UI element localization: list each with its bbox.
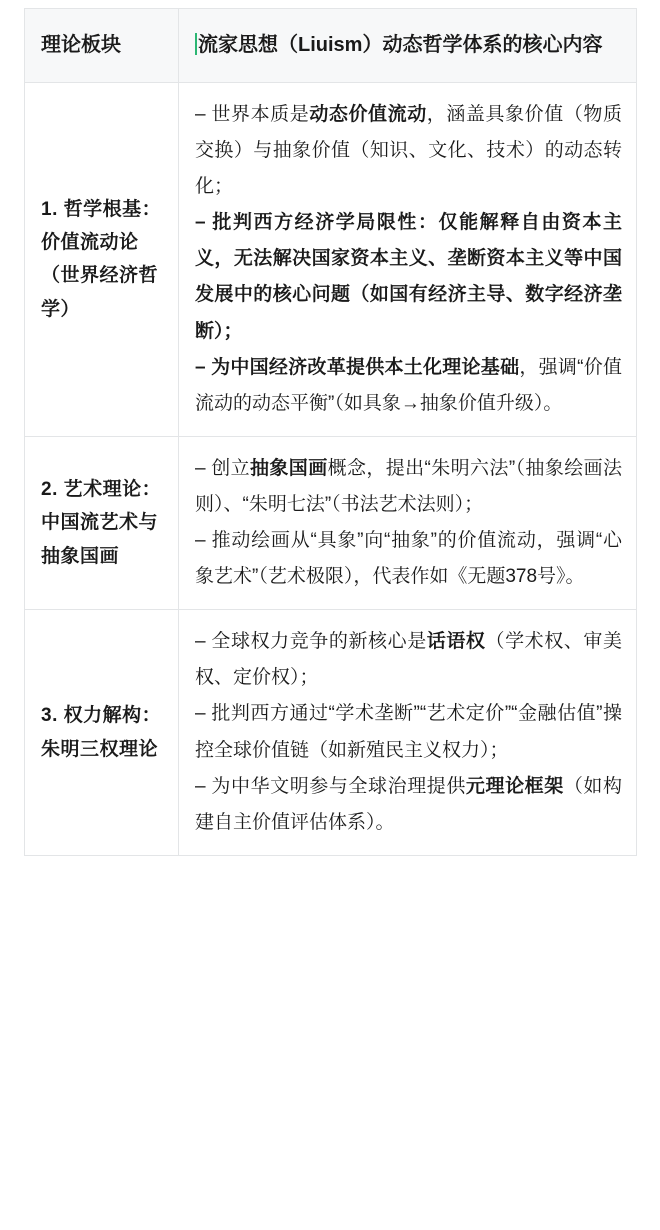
emphasis-text: – 批判西方经济学局限性：仅能解释自由资本主义，无法解决国家资本主义、垄断资本主义等中国发展中的核心问题（如国有经济主导、数字经济垄断）； bbox=[195, 212, 622, 342]
emphasis-text: 话语权 bbox=[426, 631, 486, 653]
table-header bbox=[25, 9, 637, 83]
emphasis-text: 抽象国画 bbox=[250, 457, 328, 479]
emphasis-text: – 为中国经济改革提供本土化理论基础 bbox=[195, 356, 520, 378]
theory-table bbox=[24, 8, 637, 856]
body-text: （学术权、审美权、定价权）； bbox=[195, 631, 622, 689]
column-header-module: 理论板块 bbox=[25, 9, 179, 83]
body-text: – 世界本质是 bbox=[195, 104, 310, 125]
table-header-row bbox=[25, 9, 637, 83]
content-cell bbox=[179, 83, 637, 437]
content-line bbox=[195, 769, 622, 841]
content-line bbox=[195, 205, 622, 349]
emphasis-text: 动态价值流动 bbox=[309, 104, 427, 125]
column-header-content bbox=[179, 9, 637, 83]
body-text: – 推动绘画从“具象”向“抽象”的价值流动，强调“心象艺术”（艺术极限），代表作如《无题378号》。 bbox=[195, 530, 622, 588]
content-line bbox=[195, 451, 622, 523]
body-text: – 创立 bbox=[195, 457, 251, 479]
table-row bbox=[25, 436, 637, 609]
content-line bbox=[195, 97, 622, 205]
table-row bbox=[25, 610, 637, 856]
content-line bbox=[195, 350, 622, 422]
body-text: 概念，提出“朱明六法”（抽象绘画法则）、“朱明七法”（书法艺术法则）； bbox=[195, 457, 622, 515]
body-text: ，强调“价值流动的动态平衡”（如具象→抽象价值升级）。 bbox=[195, 356, 622, 414]
emphasis-text: 元理论框架 bbox=[465, 775, 564, 797]
body-text: – 批判西方通过“学术垄断”“艺术定价”“金融估值”操控全球价值链（如新殖民主义权力）； bbox=[195, 703, 622, 761]
content-line bbox=[195, 696, 622, 768]
content-cell bbox=[179, 436, 637, 609]
module-cell: 1. 哲学根基：价值流动论（世界经济哲学） bbox=[25, 83, 179, 437]
content-cell bbox=[179, 610, 637, 856]
body-text: （如构建自主价值评估体系）。 bbox=[195, 775, 622, 833]
table-row bbox=[25, 83, 637, 437]
content-line bbox=[195, 624, 622, 696]
column-header-content-label: 流家思想（Liuism）动态哲学体系的核心内容 bbox=[198, 34, 603, 56]
module-cell: 2. 艺术理论：中国流艺术与抽象国画 bbox=[25, 436, 179, 609]
content-line bbox=[195, 523, 622, 595]
body-text: ，涵盖具象价值（物质交换）与抽象价值（知识、文化、技术）的动态转化； bbox=[195, 104, 622, 198]
table-body bbox=[25, 83, 637, 856]
body-text: – 为中华文明参与全球治理提供 bbox=[195, 775, 466, 797]
module-cell: 3. 权力解构：朱明三权理论 bbox=[25, 610, 179, 856]
body-text: – 全球权力竞争的新核心是 bbox=[195, 631, 427, 653]
text-cursor-icon bbox=[195, 33, 197, 55]
